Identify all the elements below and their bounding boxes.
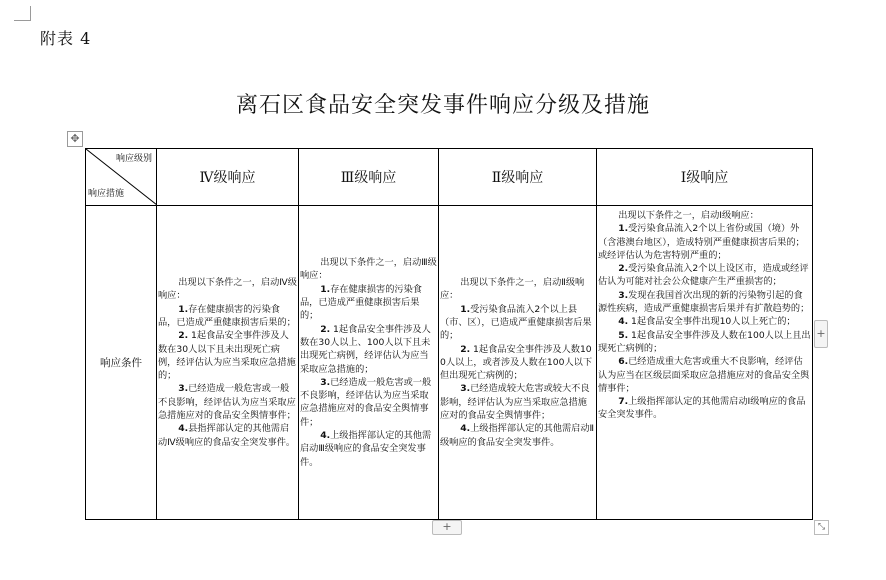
condition-item bbox=[440, 303, 595, 343]
condition-item bbox=[598, 395, 811, 422]
condition-item-text: 存在健康损害的污染食品，已造成严重健康损害后果的； bbox=[300, 283, 422, 322]
condition-item bbox=[598, 222, 811, 262]
corner-cell bbox=[86, 149, 157, 206]
condition-item bbox=[440, 343, 595, 383]
move-icon[interactable]: ✥ bbox=[67, 131, 83, 147]
condition-lead: 出现以下条件之一，启动Ⅱ级响应： bbox=[440, 277, 585, 302]
corner-label-level: 响应级别 bbox=[115, 154, 152, 164]
condition-item-number: 4. bbox=[460, 423, 471, 435]
condition-item-number: 1. bbox=[320, 283, 331, 295]
condition-item bbox=[300, 429, 437, 469]
attachment-label: 附表 4 bbox=[40, 29, 92, 48]
condition-item-text: 存在健康损害的污染食品，已造成严重健康损害后果的； bbox=[158, 303, 296, 328]
condition-item bbox=[598, 289, 811, 316]
condition-row bbox=[86, 206, 813, 520]
condition-item-number: 2. bbox=[178, 330, 189, 342]
crop-mark-top-left bbox=[14, 6, 31, 21]
condition-item bbox=[158, 303, 297, 330]
plus-icon: + bbox=[816, 327, 826, 340]
header-row bbox=[86, 149, 813, 206]
condition-cell-level-1 bbox=[597, 206, 813, 520]
condition-item-text: 1起食品安全事件涉及人数100人以上，或者涉及人数在100人以下但出现死亡病例的； bbox=[440, 343, 593, 382]
condition-item bbox=[300, 376, 437, 429]
condition-item-number: 6. bbox=[618, 356, 629, 368]
condition-cell-level-4 bbox=[157, 206, 299, 520]
condition-lead: 出现以下条件之一，启动Ⅰ级响应： bbox=[618, 210, 759, 221]
condition-item-number: 4. bbox=[320, 429, 331, 441]
condition-lead: 出现以下条件之一，启动Ⅳ级响应： bbox=[158, 277, 297, 302]
condition-item-text: 受污染食品流入2个以上省份或国（境）外（含港澳台地区），造成特别严重健康损害后果的；或经评估认为危害特别严重的； bbox=[598, 223, 805, 261]
condition-item-text: 1起食品安全事件出现10人以上死亡的； bbox=[628, 316, 796, 328]
condition-item-number: 4. bbox=[178, 423, 189, 435]
condition-lead: 出现以下条件之一，启动Ⅲ级响应： bbox=[300, 257, 437, 282]
condition-item bbox=[158, 329, 297, 382]
condition-item-text: 上级指挥部认定的其他需启动Ⅲ级响应的食品安全突发事件。 bbox=[300, 429, 432, 468]
condition-item-number: 3. bbox=[178, 383, 189, 395]
page-title: 离石区食品安全突发事件响应分级及措施 bbox=[235, 93, 650, 118]
condition-item bbox=[440, 382, 595, 422]
condition-item-text: 受污染食品流入2个以上设区市，造成或经评估认为可能对社会公众健康产生严重损害的； bbox=[598, 263, 809, 288]
plus-icon: + bbox=[442, 520, 452, 533]
condition-item-text: 县指挥部认定的其他需启动Ⅳ级响应的食品安全突发事件。 bbox=[158, 423, 296, 448]
add-column-button[interactable] bbox=[814, 320, 828, 348]
corner-label-measure: 响应措施 bbox=[88, 189, 125, 199]
condition-item-number: 4. bbox=[618, 316, 629, 328]
resize-icon[interactable]: ⤡ bbox=[814, 520, 829, 535]
condition-item-text: 已经造成一般危害或一般不良影响，经评估认为应当采取应急措施应对的食品安全舆情事件； bbox=[300, 376, 432, 428]
condition-item-number: 2. bbox=[618, 263, 629, 275]
condition-item bbox=[158, 422, 297, 449]
condition-item-text: 受污染食品流入2个以上县（市、区），已造成严重健康损害后果的； bbox=[440, 303, 592, 342]
condition-item-number: 2. bbox=[460, 343, 471, 355]
condition-item bbox=[598, 315, 811, 328]
condition-item-text: 1起食品安全事件涉及人数在30人以下且未出现死亡病例，经评估认为应当采取应急措施的； bbox=[158, 330, 296, 382]
condition-item bbox=[598, 329, 811, 356]
condition-cell-level-2 bbox=[439, 206, 597, 520]
level-header-2: Ⅱ级响应 bbox=[439, 149, 597, 206]
condition-item-number: 1. bbox=[460, 303, 471, 315]
condition-item-number: 5. bbox=[618, 329, 629, 341]
condition-item bbox=[598, 355, 811, 395]
condition-item-text: 发现在我国首次出现的新的污染物引起的食源性疾病，造成严重健康损害后果并有扩散趋势的； bbox=[598, 289, 810, 315]
condition-item bbox=[598, 262, 811, 289]
condition-item-number: 3. bbox=[460, 383, 471, 395]
condition-item-number: 3. bbox=[618, 289, 629, 301]
condition-item-number: 1. bbox=[178, 303, 189, 315]
level-header-1: Ⅰ级响应 bbox=[597, 149, 813, 206]
condition-item bbox=[158, 382, 297, 422]
condition-item-text: 1起食品安全事件涉及人数在100人以上且出现死亡病例的； bbox=[598, 329, 811, 354]
condition-item-text: 已经造成较大危害或较大不良影响，经评估认为应当采取应急措施应对的食品安全舆情事件； bbox=[440, 383, 590, 422]
condition-item-text: 上级指挥部认定的其他需启动Ⅰ级响应的食品安全突发事件。 bbox=[598, 396, 806, 421]
condition-item-text: 已经造成重大危害或重大不良影响，经评估认为应当在区级层面采取应急措施应对的食品安全舆情事件； bbox=[598, 356, 810, 394]
condition-item-number: 7. bbox=[618, 396, 629, 408]
condition-item-number: 2. bbox=[320, 323, 331, 335]
condition-item bbox=[300, 323, 437, 376]
condition-item-number: 3. bbox=[320, 376, 331, 388]
condition-item bbox=[300, 283, 437, 323]
level-header-3: Ⅲ级响应 bbox=[299, 149, 439, 206]
level-header-4: Ⅳ级响应 bbox=[157, 149, 299, 206]
add-row-button[interactable] bbox=[432, 520, 462, 535]
response-table bbox=[85, 148, 813, 520]
condition-item-text: 上级指挥部认定的其他需启动Ⅱ级响应的食品安全突发事件。 bbox=[440, 423, 595, 448]
condition-item-number: 1. bbox=[618, 223, 629, 235]
condition-cell-level-3 bbox=[299, 206, 439, 520]
condition-item bbox=[440, 422, 595, 449]
row-header: 响应条件 bbox=[86, 206, 157, 520]
condition-item-text: 1起食品安全事件涉及人数在30人以上、100人以下且未出现死亡病例，经评估认为应当采取应急措施的； bbox=[300, 323, 431, 375]
condition-item-text: 已经造成一般危害或一般不良影响，经评估认为应当采取应急措施应对的食品安全舆情事件； bbox=[158, 383, 296, 422]
